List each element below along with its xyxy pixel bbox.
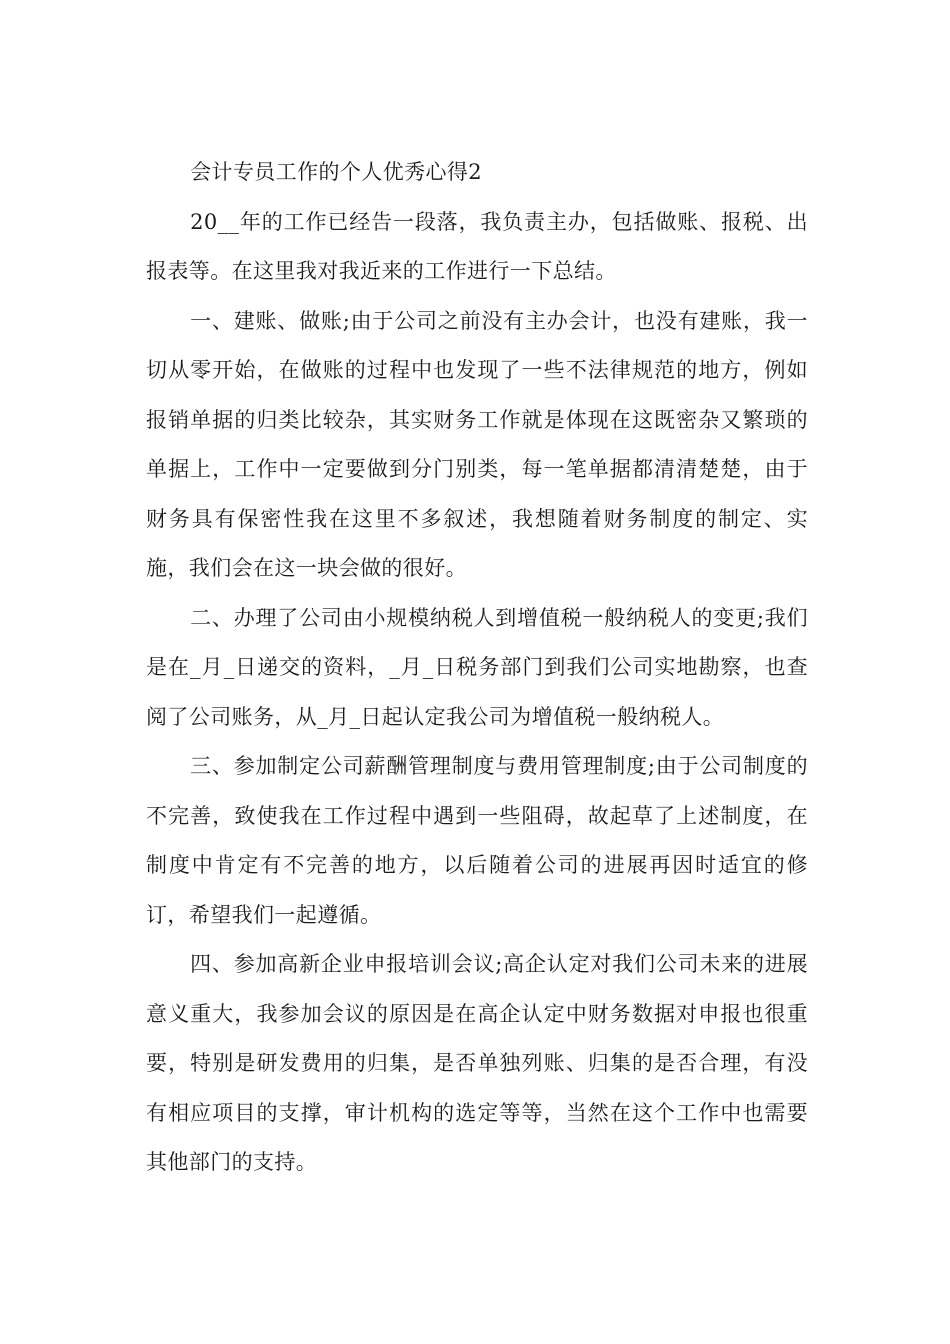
paragraph-4-hightech-training: 四、参加高新企业申报培训会议;高企认定对我们公司未来的进展意义重大，我参加会议的原因是在高企认定中财务数据对申报也很重要，特别是研发费用的归集，是否单独列账、归集的是否合理，有没有相应项目的支撑，审计机构的选定等等，当然在这个工作中也需要其他部门的支持。 — [146, 952, 808, 1174]
document-title: 会计专员工作的个人优秀心得2 — [190, 160, 483, 184]
paragraph-intro: 20__年的工作已经告一段落，我负责主办，包括做账、报税、出报表等。在这里我对我近来的工作进行一下总结。 — [146, 209, 808, 283]
paragraph-3-policy-drafting: 三、参加制定公司薪酬管理制度与费用管理制度;由于公司制度的不完善，致使我在工作过程中遇到一些阻碍，故起草了上述制度，在制度中肯定有不完善的地方，以后随着公司的进展再因时适宜的修订，希望我们一起遵循。 — [146, 754, 808, 927]
document-body — [146, 148, 808, 1188]
paragraph-1-bookkeeping: 一、建账、做账;由于公司之前没有主办会计，也没有建账，我一切从零开始，在做账的过程中也发现了一些不法律规范的地方，例如报销单据的归类比较杂，其实财务工作就是体现在这既密杂又繁琐的单据上，工作中一定要做到分门别类，每一笔单据都清清楚楚，由于财务具有保密性我在这里不多叙述，我想随着财务制度的制定、实施，我们会在这一块会做的很好。 — [146, 308, 808, 580]
paragraph-2-taxpayer-change: 二、办理了公司由小规模纳税人到增值税一般纳税人的变更;我们是在_月_日递交的资料，_月_日税务部门到我们公司实地勘察，也查阅了公司账务，从_月_日起认定我公司为增值税一般纳税人。 — [146, 605, 808, 729]
